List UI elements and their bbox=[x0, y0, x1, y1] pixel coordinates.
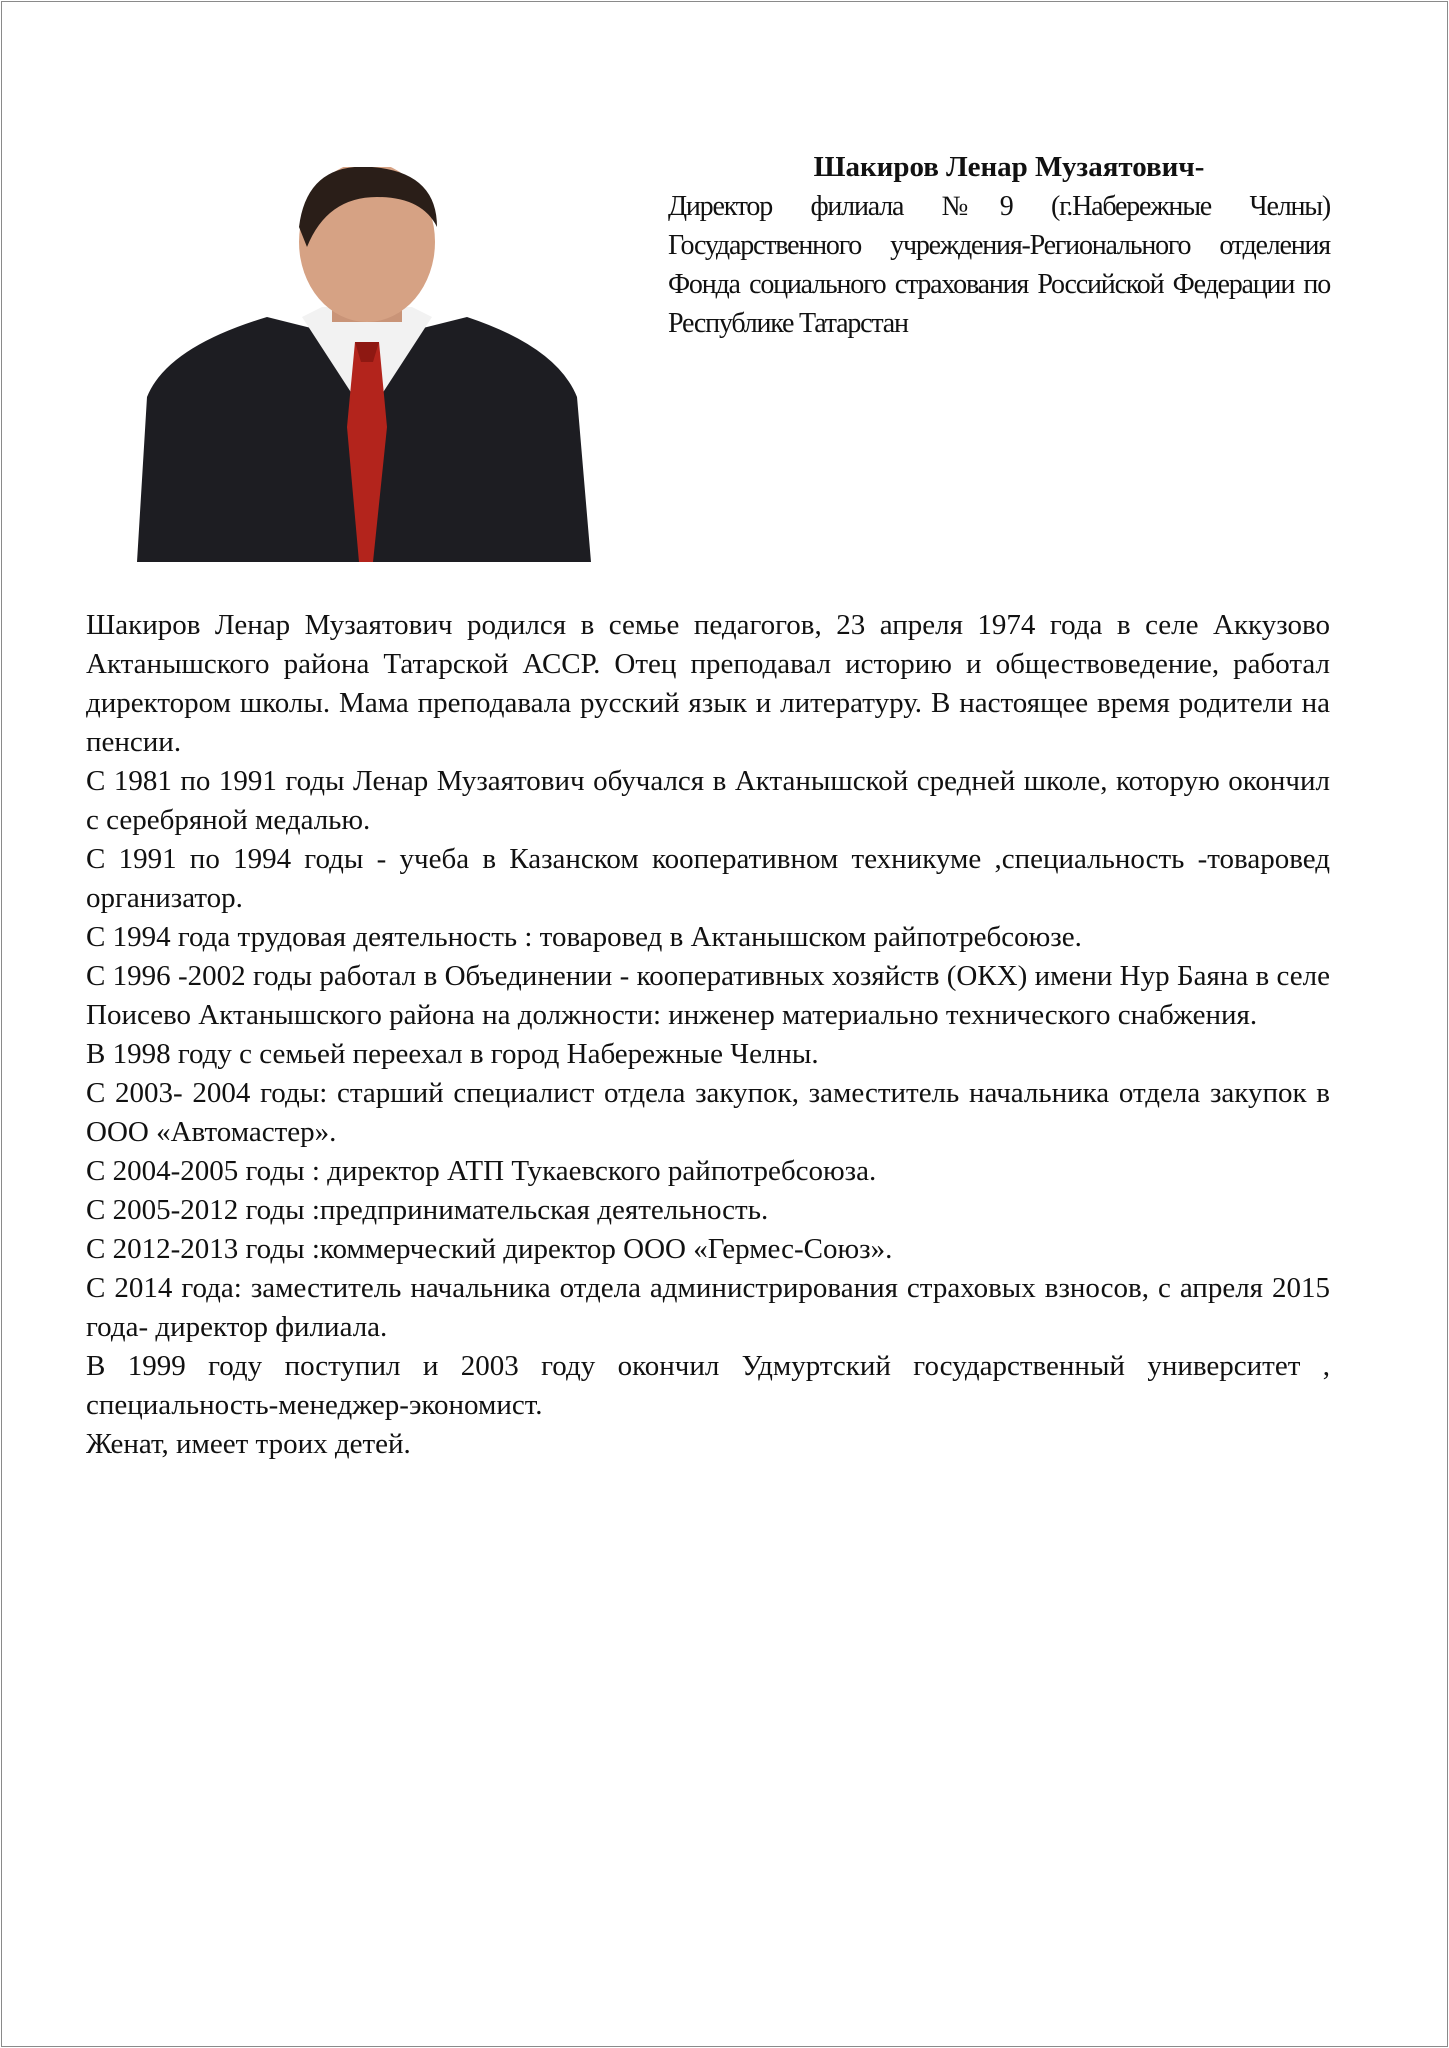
biography bbox=[86, 606, 1330, 1464]
bio-paragraph: С 1996 -2002 годы работал в Объединении - кооперативных хозяйств (ОКХ) имени Нур Баяна в селе Поисево Актанышского района на должности: инженер материально технического снабжения. bbox=[86, 960, 1330, 1031]
person-name: Шакиров Ленар Музаятович- bbox=[813, 151, 1205, 183]
portrait-photo bbox=[137, 167, 591, 562]
bio-paragraph: С 1991 по 1994 годы - учеба в Казанском кооперативном техникуме ,специальность -товаровед организатор. bbox=[86, 843, 1330, 914]
bio-paragraph: С 2003- 2004 годы: старший специалист отдела закупок, заместитель начальника отдела закупок в ООО «Автомастер». bbox=[86, 1077, 1330, 1148]
bio-paragraph: Женат, имеет троих детей. bbox=[86, 1428, 411, 1460]
bio-paragraph: С 1981 по 1991 годы Ленар Музаятович обучался в Актанышской средней школе, которую окончил с серебряной медалью. bbox=[86, 765, 1330, 836]
bio-paragraph: С 2004-2005 годы : директор АТП Тукаевского райпотребсоюза. bbox=[86, 1155, 877, 1187]
bio-paragraph: В 1998 году с семьей переехал в город Набережные Челны. bbox=[86, 1038, 819, 1070]
bio-paragraph: С 1994 года трудовая деятельность : товаровед в Актанышском райпотребсоюзе. bbox=[86, 921, 1082, 953]
position-title: Директор филиала №9 (г.Набережные Челны) Государственного учреждения-Регионального отделения Фонда социального страхования Российской Федерации по Республике Татарстан bbox=[668, 191, 1330, 339]
bio-paragraph: Шакиров Ленар Музаятович родился в семье педагогов, 23 апреля 1974 года в селе Аккузово Актанышского района Татарской АССР. Отец преподавал историю и обществоведение, работал директором школы. Мама преподавала русский язык и литературу. В настоящее время родители на пенсии. bbox=[86, 609, 1330, 758]
bio-paragraph: С 2005-2012 годы :предпринимательская деятельность. bbox=[86, 1194, 769, 1226]
header-block bbox=[668, 148, 1330, 343]
bio-paragraph: В 1999 году поступил и 2003 году окончил Удмуртский государственный университет , специальность-менеджер-экономист. bbox=[86, 1350, 1330, 1421]
bio-paragraph: С 2012-2013 годы :коммерческий директор ООО «Гермес-Союз». bbox=[86, 1233, 893, 1265]
bio-paragraph: С 2014 года: заместитель начальника отдела администрирования страховых взносов, с апреля 2015 года- директор филиала. bbox=[86, 1272, 1330, 1343]
